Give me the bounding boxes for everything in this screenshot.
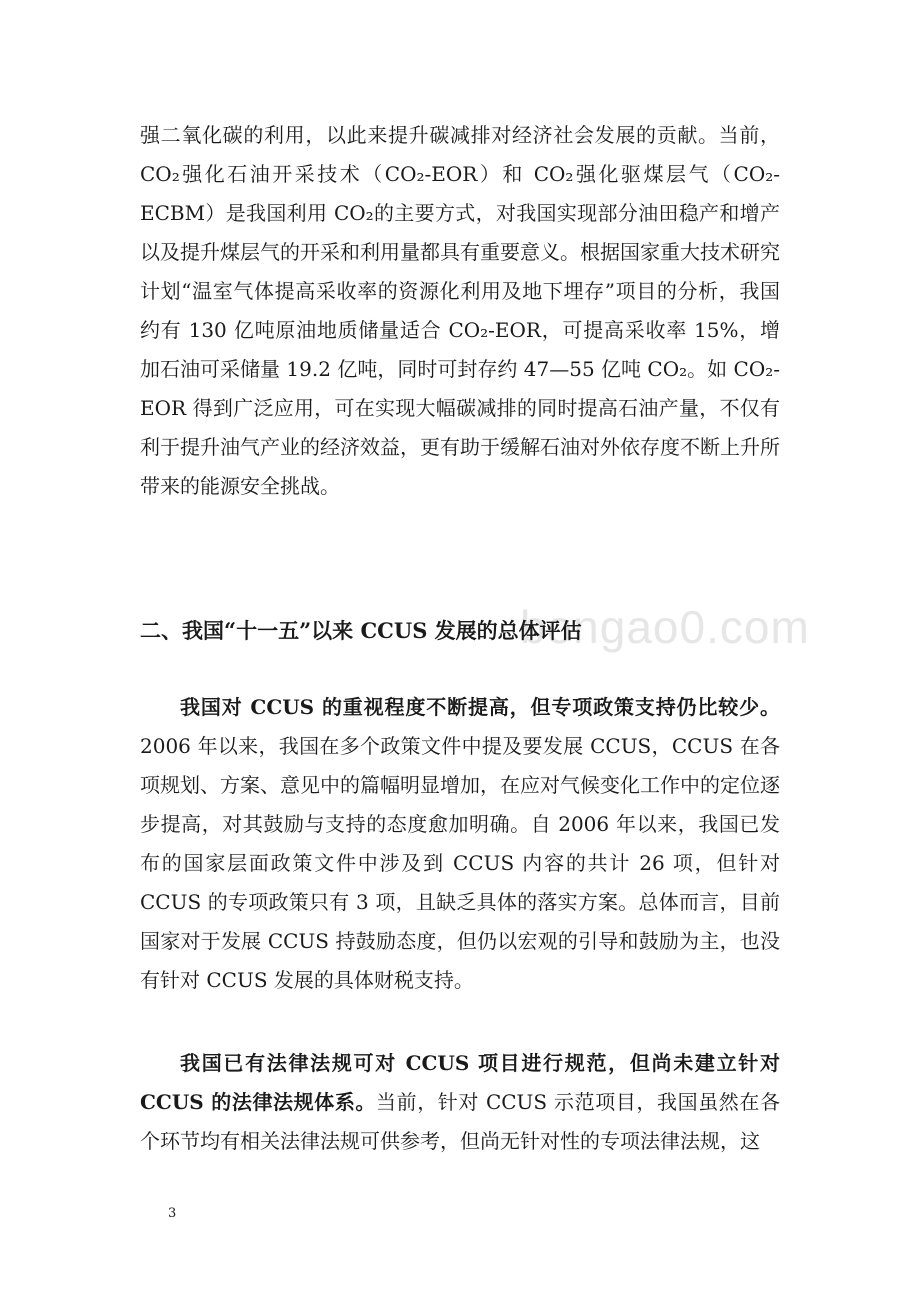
paragraph-body: 2006 年以来，我国在多个政策文件中提及要发展 CCUS，CCUS 在各项规划、方案、意见中的篇幅明显增加，在应对气候变化工作中的定位逐步提高，对其鼓励与支持的态度愈加明确。自 2006 年以来，我国已发布的国家层面政策文件中涉及到 CCUS 内容的共计 26 项，但针对 CCUS 的专项政策只有 3 项，且缺乏具体的落实方案。总体而言，目前国家对于发展 CCUS 持鼓励态度，但仍以宏观的引导和鼓励为主，也没有针对 CCUS 发展的具体财税支持。 [140,734,780,992]
page-number: 3 [168,1206,177,1221]
paragraph-lead-bold: 我国对 CCUS 的重视程度不断提高，但专项政策支持仍比较少。 [180,695,780,719]
paragraph-body: 当前，针对 CCUS 示范项目，我国虽然在各个环节均有相关法律法规可供参考，但尚无针对性的专项法律法规，这 [140,1090,780,1153]
paragraph-policy-support [140,688,780,1000]
paragraph-legal-framework [140,1044,780,1161]
watermark: bongao0.com [520,601,810,653]
paragraph-lead-bold: 我国已有法律法规可对 CCUS 项目进行规范，但尚未建立针对 CCUS 的法律法规体系。 [140,1051,780,1114]
paragraph-co2-utilization: 强二氧化碳的利用，以此来提升碳减排对经济社会发展的贡献。当前，CO₂强化石油开采技术（CO₂-EOR）和 CO₂强化驱煤层气（CO₂-ECBM）是我国利用 CO₂的主要方式，对我国实现部分油田稳产和增产以及提升煤层气的开采和利用量都具有重要意义。根据国家重大技术研究计划“温室气体提高采收率的资源化利用及地下埋存”项目的分析，我国约有 130 亿吨原油地质储量适合 CO₂-EOR，可提高采收率 15%，增加石油可采储量 19.2 亿吨，同时可封存约 47—55 亿吨 CO₂。如 CO₂-EOR 得到广泛应用，可在实现大幅碳减排的同时提高石油产量，不仅有利于提升油气产业的经济效益，更有助于缓解石油对外依存度不断上升所带来的能源安全挑战。 [140,123,780,498]
section-heading: 二、我国“十一五”以来 CCUS 发展的总体评估 [140,618,582,643]
